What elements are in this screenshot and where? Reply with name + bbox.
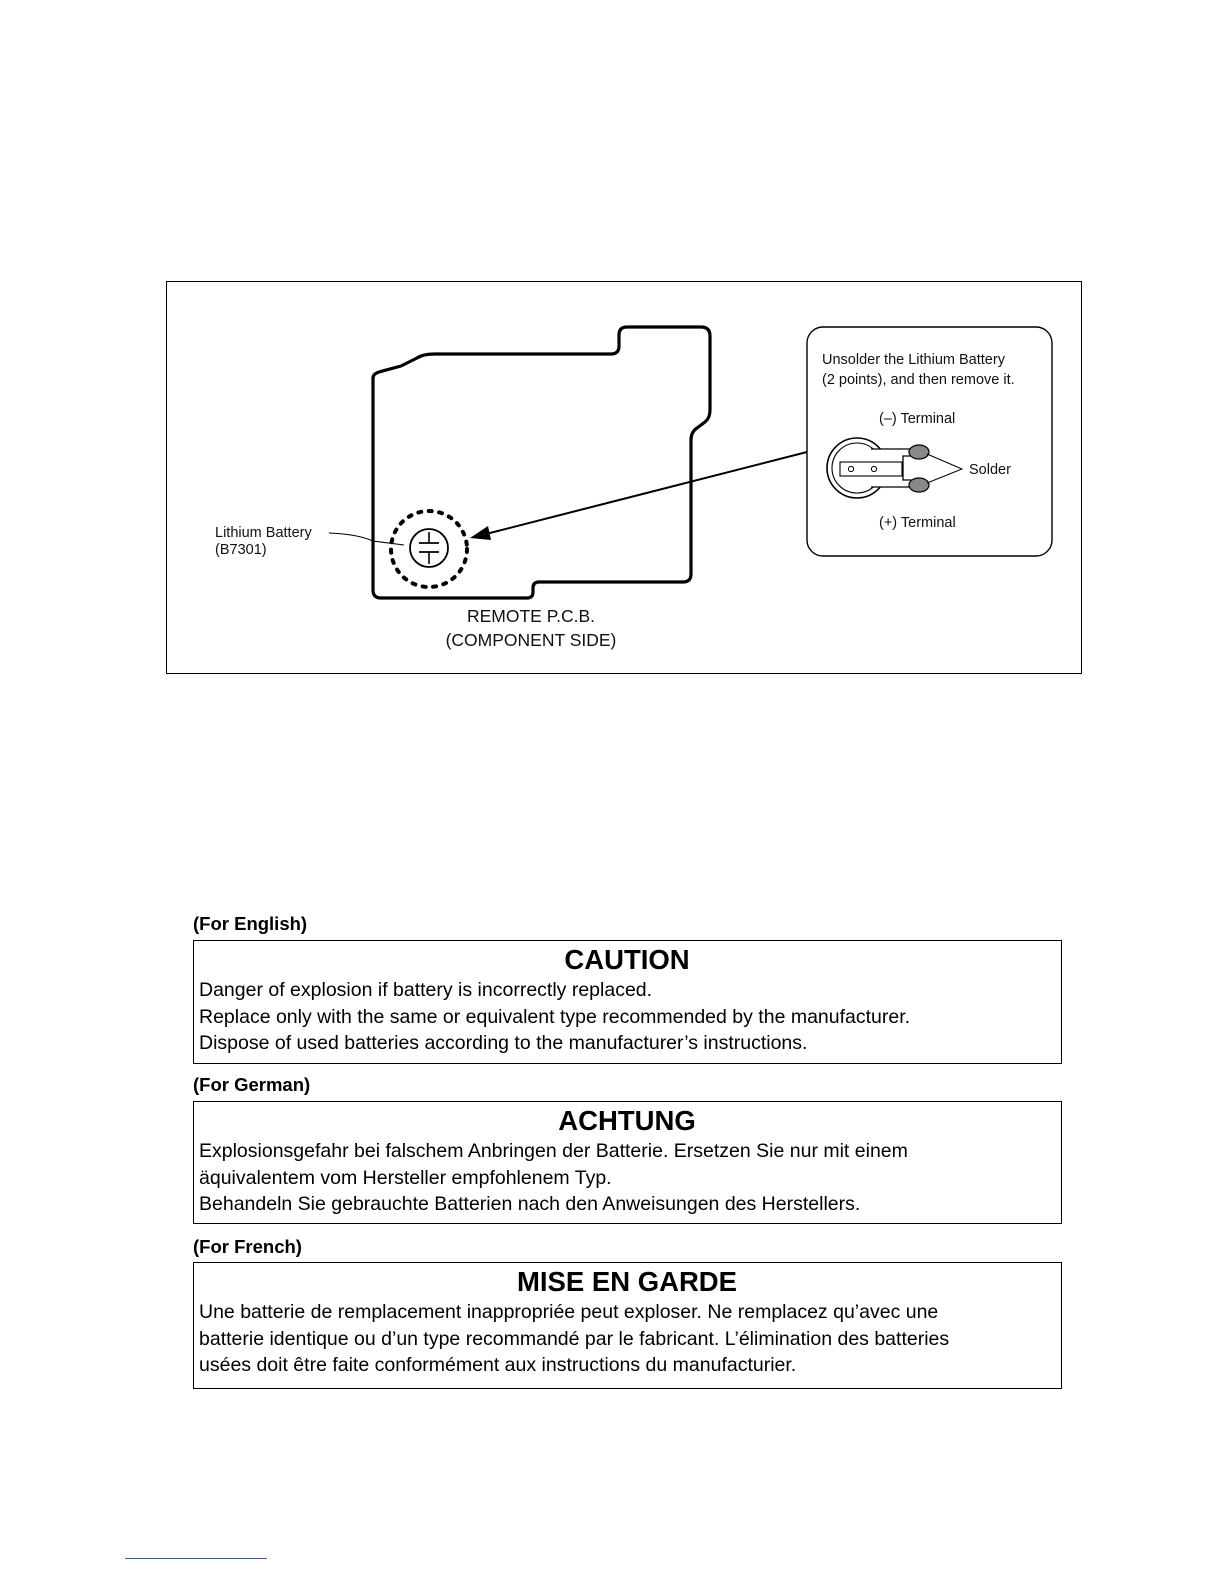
german-label: (For German) (193, 1074, 311, 1095)
battery-label-line-1: Lithium Battery (215, 525, 312, 541)
callout-instruction-line-1: Unsolder the Lithium Battery (822, 352, 1005, 368)
caution-title-french: MISE EN GARDE (516, 1266, 738, 1297)
caution-box-english (193, 940, 1062, 1064)
solder-point-negative-icon (909, 445, 929, 459)
footer-rule (125, 1558, 267, 1559)
solder-point-positive-icon (909, 478, 929, 492)
caution-line-english-3: Dispose of used batteries according to the manufacturer’s instructions. (199, 1032, 808, 1055)
pcb-caption-line-1: REMOTE P.C.B. (466, 606, 596, 626)
caution-box-german (193, 1101, 1062, 1224)
solder-label: Solder (969, 462, 1011, 478)
caution-line-german-3: Behandeln Sie gebrauchte Batterien nach den Anweisungen des Herstellers. (199, 1193, 861, 1216)
caution-line-english-1: Danger of explosion if battery is incorrectly replaced. (199, 979, 653, 1001)
battery-removal-diagram (166, 281, 1082, 674)
caution-line-german-1: Explosionsgefahr bei falschem Anbringen der Batterie. Ersetzen Sie nur mit einem (199, 1140, 908, 1162)
callout-arrow-head (470, 526, 491, 540)
caution-line-english-2: Replace only with the same or equivalent type recommended by the manufacturer. (199, 1005, 911, 1028)
battery-label-line-2: (B7301) (215, 542, 267, 558)
callout-instruction-line-2: (2 points), and then remove it. (822, 372, 1015, 388)
positive-terminal-label: (+) Terminal (879, 515, 956, 531)
solder-pointer-lines (927, 454, 962, 483)
caution-box-french (193, 1262, 1062, 1389)
battery-symbol-icon (410, 529, 448, 567)
coin-cell-battery-icon (827, 438, 911, 498)
callout-arrow-line (482, 452, 807, 535)
caution-title-german: ACHTUNG (558, 1105, 696, 1136)
battery-highlight-circle (391, 511, 467, 587)
caution-line-french-3: usées doit être faite conformément aux instructions du manufacturier. (199, 1354, 797, 1377)
caution-line-french-1: Une batterie de remplacement inappropriée peut exploser. Ne remplacez qu’avec une (199, 1301, 939, 1323)
caution-line-french-2: batterie identique ou d’un type recommandé par le fabricant. L’élimination des batteries (199, 1327, 950, 1350)
english-label: (For English) (193, 913, 308, 934)
french-label: (For French) (193, 1236, 302, 1257)
caution-line-german-2: äquivalentem vom Hersteller empfohlenem Typ. (199, 1166, 612, 1189)
remote-pcb-outline (373, 327, 710, 598)
caution-title-english: CAUTION (564, 944, 690, 975)
negative-terminal-label: (–) Terminal (879, 411, 956, 427)
pcb-caption-line-2: (COMPONENT SIDE) (445, 630, 617, 650)
